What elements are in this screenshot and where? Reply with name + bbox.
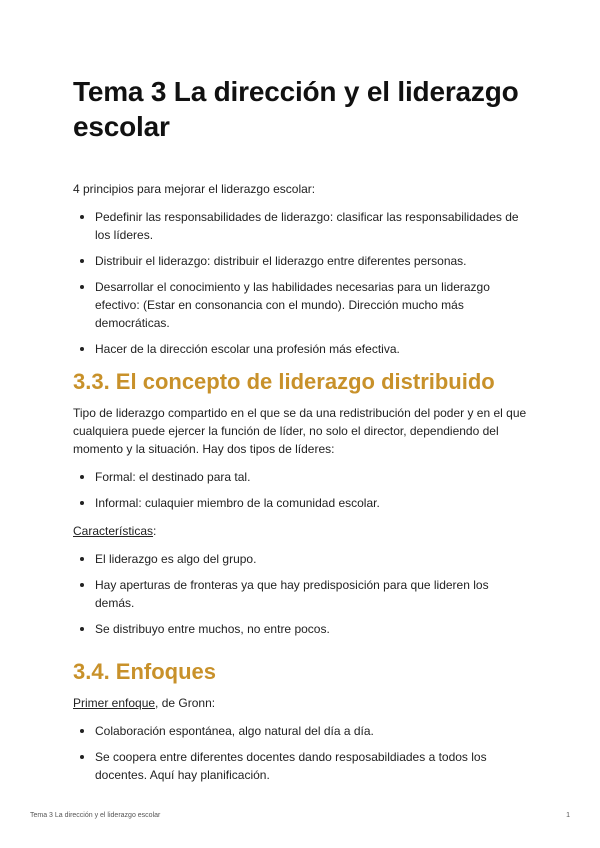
- principles-intro: 4 principios para mejorar el liderazgo escolar:: [73, 182, 316, 196]
- bullet-icon: [80, 583, 84, 587]
- bullet-icon: [80, 475, 84, 479]
- bullet-icon: [80, 627, 84, 631]
- leader-types-list: [73, 468, 528, 512]
- section-3-3-paragraph: Tipo de liderazgo compartido en el que se da una redistribución del poder y en el que cualquiera puede ejercer la función de líder, no solo el director, dependiendo del momento y la situación. Hay dos tipos de líderes:: [73, 406, 527, 456]
- list-item: Se distribuyo entre muchos, no entre pocos.: [95, 620, 528, 638]
- bullet-icon: [80, 557, 84, 561]
- bullet-icon: [80, 347, 84, 351]
- document-title: Tema 3 La dirección y el liderazgo escolar: [73, 76, 519, 142]
- list-item: Informal: culaquier miembro de la comunidad escolar.: [95, 494, 528, 512]
- list-item: Hay aperturas de fronteras ya que hay predisposición para que lideren los demás.: [95, 576, 528, 612]
- list-item: Distribuir el liderazgo: distribuir el liderazgo entre diferentes personas.: [95, 252, 528, 270]
- bullet-icon: [80, 285, 84, 289]
- list-item: Se coopera entre diferentes docentes dando resposabildiades a todos los docentes. Aquí hay planificación.: [95, 748, 528, 784]
- document-page: [73, 74, 528, 794]
- bullet-icon: [80, 259, 84, 263]
- first-approach-label: Primer enfoque, de Gronn:: [73, 696, 216, 710]
- page-number: 1: [566, 812, 570, 819]
- principles-list: [73, 208, 528, 358]
- footer-title: Tema 3 La dirección y el liderazgo escolar: [30, 812, 161, 819]
- list-item: Colaboración espontánea, algo natural del día a día.: [95, 722, 528, 740]
- bullet-icon: [80, 755, 84, 759]
- list-item: El liderazgo es algo del grupo.: [95, 550, 528, 568]
- list-item: Formal: el destinado para tal.: [95, 468, 528, 486]
- bullet-icon: [80, 501, 84, 505]
- list-item: Pedefinir las responsabilidades de liderazgo: clasificar las responsabilidades de los líderes.: [95, 208, 528, 244]
- bullet-icon: [80, 215, 84, 219]
- characteristics-list: [73, 550, 528, 638]
- section-heading-3-4: 3.4. Enfoques: [73, 659, 217, 684]
- bullet-icon: [80, 729, 84, 733]
- page-footer: [30, 812, 570, 819]
- section-heading-3-3: 3.3. El concepto de liderazgo distribuido: [73, 369, 495, 394]
- list-item: Desarrollar el conocimiento y las habilidades necesarias para un liderazgo efectivo: (Estar en consonancia con el mundo). Dirección mucho más democráticas.: [95, 278, 528, 332]
- list-item: Hacer de la dirección escolar una profesión más efectiva.: [95, 340, 528, 358]
- first-approach-list: [73, 722, 528, 784]
- characteristics-label: Características:: [73, 524, 157, 538]
